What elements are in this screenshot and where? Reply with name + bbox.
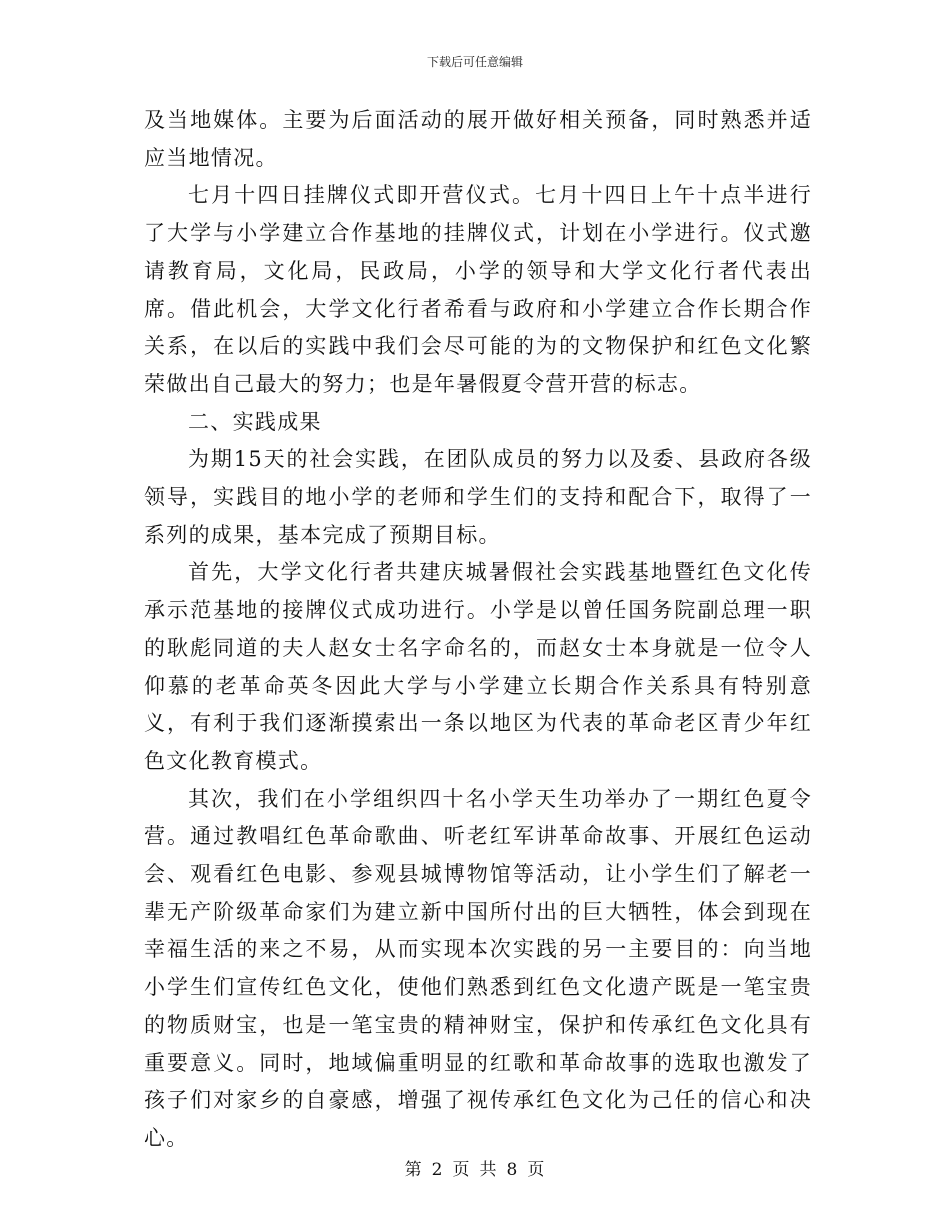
page-number-footer [0,1155,950,1180]
paragraph-3: 为期15天的社会实践，在团队成员的努力以及委、县政府各级领导，实践目的地小学的老师和学生们的支持和配合下，取得了一系列的成果，基本完成了预期目标。 [144,447,812,547]
total-prefix: 共 [479,1160,498,1180]
page-header-note: 下载后可任意编辑 [426,55,523,69]
paragraph-1: 及当地媒体。主要为后面活动的展开做好相关预备，同时熟悉并适应当地情况。 [144,108,812,170]
paragraph-4: 首先，大学文化行者共建庆城暑假社会实践基地暨红色文化传承示范基地的接牌仪式成功进行。小学是以曾任国务院副总理一职的耿彪同道的夫人赵女士名字命名的，而赵女士本身就是一位令人仰慕的老革命英冬因此大学与小学建立长期合作关系具有特别意义，有利于我们逐渐摸索出一条以地区为代表的革命老区青少年红色文化教育模式。 [144,560,812,773]
total-unit: 页 [527,1160,546,1180]
current-page-number: 2 [431,1160,444,1180]
paragraph-2: 七月十四日挂牌仪式即开营仪式。七月十四日上午十点半进行了大学与小学建立合作基地的挂牌仪式，计划在小学进行。仪式邀请教育局，文化局，民政局，小学的领导和大学文化行者代表出席。借此机会，大学文化行者希看与政府和小学建立合作长期合作关系，在以后的实践中我们会尽可能的为的文物保护和红色文化繁荣做出自己最大的努力；也是年暑假夏令营开营的标志。 [144,183,812,396]
total-pages-number: 8 [506,1160,519,1180]
page-prefix: 第 [404,1160,423,1180]
paragraph-5: 其次，我们在小学组织四十名小学天生功举办了一期红色夏令营。通过教唱红色革命歌曲、听老红军讲革命故事、开展红色运动会、观看红色电影、参观县城博物馆等活动，让小学生们了解老一辈无产阶级革命家们为建立新中国所付出的巨大牺牲，体会到现在幸福生活的来之不易，从而实现本次实践的另一主要目的：向当地小学生们宣传红色文化，使他们熟悉到红色文化遗产既是一笔宝贵的物质财宝，也是一笔宝贵的精神财宝，保护和传承红色文化具有重要意义。同时，地域偏重明显的红歌和革命故事的选取也激发了孩子们对家乡的自豪感，增强了视传承红色文化为己任的信心和决心。 [144,786,812,1150]
page-unit: 页 [452,1160,471,1180]
section-heading: 二、实践成果 [188,409,322,434]
document-body [144,102,812,1158]
